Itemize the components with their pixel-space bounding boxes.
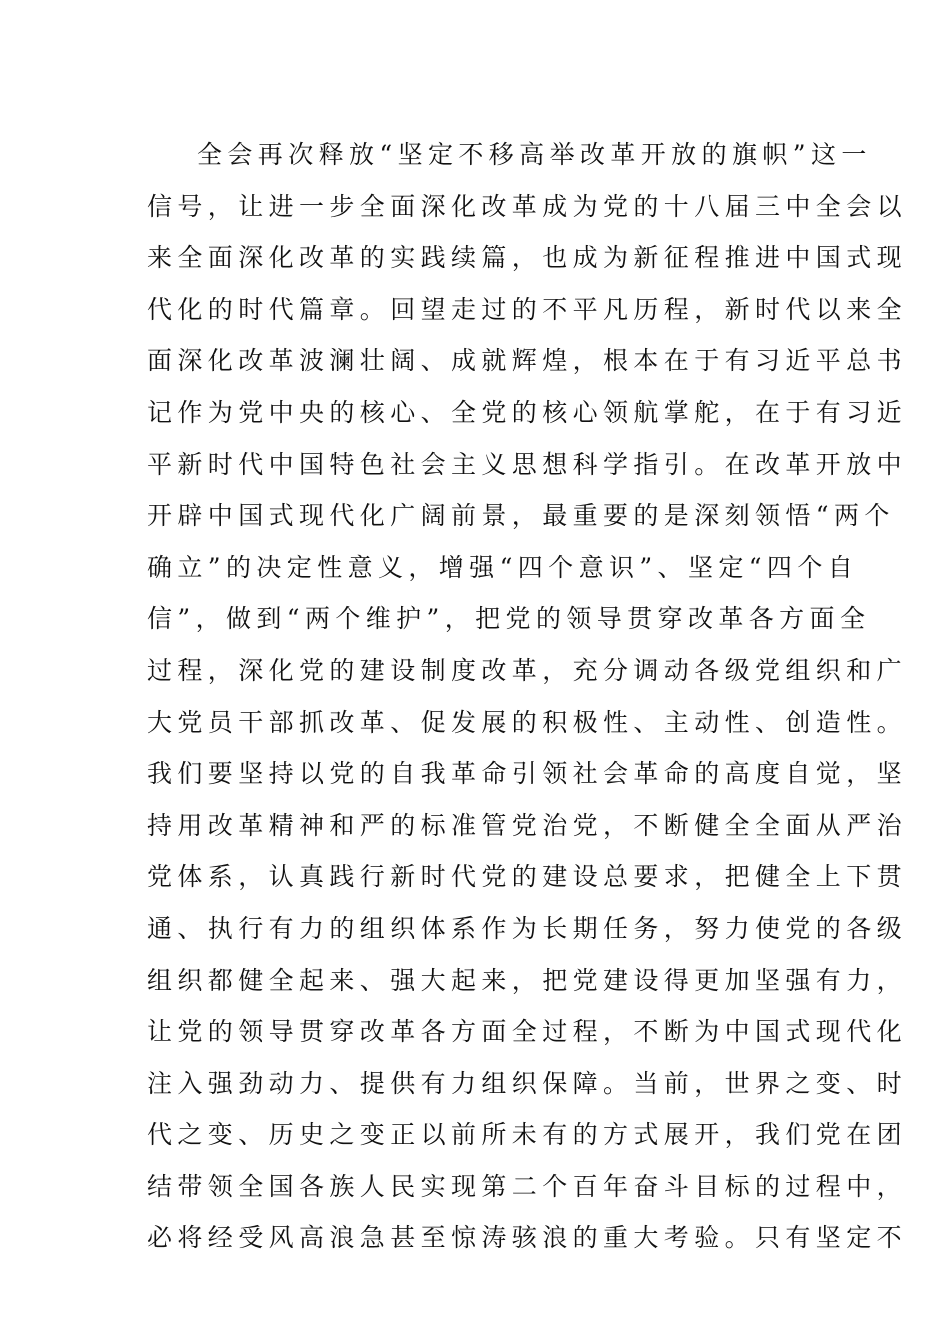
text-line: 信号，让进一步全面深化改革成为党的十八届三中全会以: [147, 191, 908, 221]
text-line: 我们要坚持以党的自我革命引领社会革命的高度自觉，坚: [147, 759, 908, 789]
text-line: 来全面深化改革的实践续篇，也成为新征程推进中国式现: [147, 243, 908, 273]
text-line: 大党员干部抓改革、促发展的积极性、主动性、创造性。: [147, 707, 908, 737]
text-line: 组织都健全起来、强大起来，把党建设得更加坚强有力，: [147, 965, 908, 995]
text-line: 党体系，认真践行新时代党的建设总要求，把健全上下贯: [147, 862, 908, 892]
text-line: 结带领全国各族人民实现第二个百年奋斗目标的过程中，: [147, 1171, 908, 1201]
text-line: 让党的领导贯穿改革各方面全过程，不断为中国式现代化: [147, 1017, 908, 1047]
body-paragraph: [147, 134, 908, 1269]
text-line: 代之变、历史之变正以前所未有的方式展开，我们党在团: [147, 1120, 908, 1150]
text-line: 信”，做到“两个维护”，把党的领导贯穿改革各方面全: [147, 604, 871, 634]
text-line: 必将经受风高浪急甚至惊涛骇浪的重大考验。只有坚定不: [147, 1223, 908, 1253]
text-line: 持用改革精神和严的标准管党治党，不断健全全面从严治: [147, 810, 908, 840]
text-line: 开辟中国式现代化广阔前景，最重要的是深刻领悟“两个: [147, 501, 895, 531]
text-line: 确立”的决定性意义，增强“四个意识”、坚定“四个自: [147, 552, 859, 582]
text-line: 代化的时代篇章。回望走过的不平凡历程，新时代以来全: [147, 294, 908, 324]
text-line: 过程，深化党的建设制度改革，充分调动各级党组织和广: [147, 655, 908, 685]
text-line: 注入强劲动力、提供有力组织保障。当前，世界之变、时: [147, 1068, 908, 1098]
text-line: 记作为党中央的核心、全党的核心领航掌舵，在于有习近: [147, 397, 908, 427]
text-line: 平新时代中国特色社会主义思想科学指引。在改革开放中: [147, 449, 908, 479]
text-line: 面深化改革波澜壮阔、成就辉煌，根本在于有习近平总书: [147, 346, 908, 376]
text-line: 通、执行有力的组织体系作为长期任务，努力使党的各级: [147, 913, 908, 943]
text-line: 全会再次释放“坚定不移高举改革开放的旗帜”这一: [197, 140, 872, 169]
